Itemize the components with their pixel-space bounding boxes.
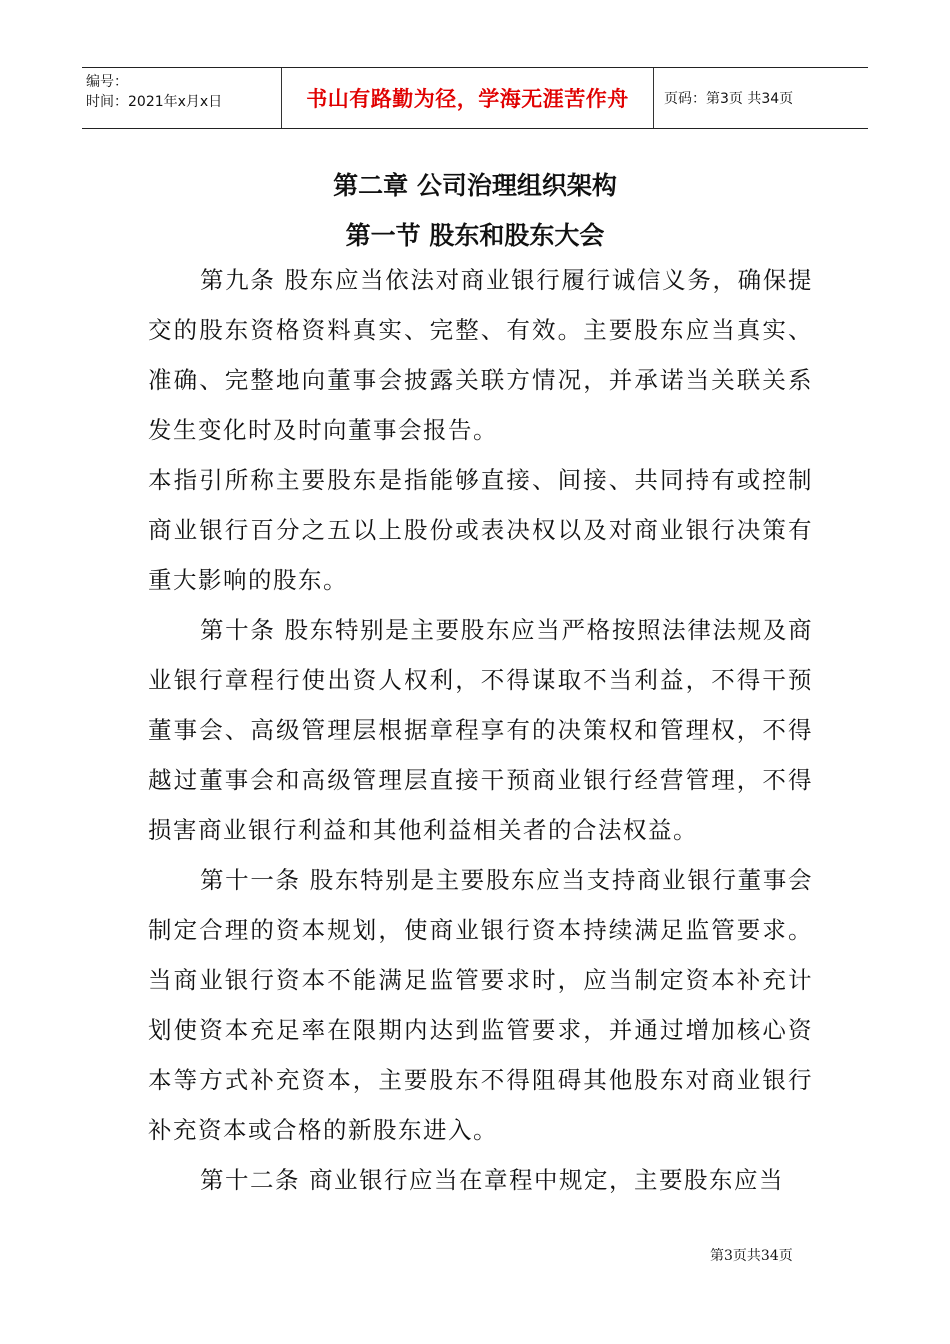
header-motto: 书山有路勤为径，学海无涯苦作舟 — [282, 68, 654, 128]
paragraph-article-9: 第九条 股东应当依法对商业银行履行诚信义务，确保提交的股东资格资料真实、完整、有效。主要股东应当真实、准确、完整地向董事会披露关联方情况，并承诺当关联关系发生变化时及时向董事会报告。 — [148, 266, 813, 444]
paragraph-main-shareholder-definition: 本指引所称主要股东是指能够直接、间接、共同持有或控制商业银行百分之五以上股份或表决权以及对商业银行决策有重大影响的股东。 — [148, 466, 813, 594]
header-page-label: 页码：第3页 共34页 — [664, 91, 794, 107]
header-meta — [82, 68, 282, 128]
paragraph-article-12: 第十二条 商业银行应当在章程中规定，主要股东应当 — [200, 1166, 784, 1194]
time-label: 时间：2021年x月x日 — [86, 94, 223, 110]
paragraph-article-11: 第十一条 股东特别是主要股东应当支持商业银行董事会制定合理的资本规划，使商业银行资本持续满足监管要求。当商业银行资本不能满足监管要求时，应当制定资本补充计划使资本充足率在限期内达到监管要求，并通过增加核心资本等方式补充资本，主要股东不得阻碍其他股东对商业银行补充资本或合格的新股东进入。 — [148, 866, 813, 1144]
chapter-title: 第二章 公司治理组织架构 — [333, 171, 617, 200]
document-header — [82, 67, 868, 129]
section-title: 第一节 股东和股东大会 — [345, 221, 605, 250]
paragraph-article-10: 第十条 股东特别是主要股东应当严格按照法律法规及商业银行章程行使出资人权利，不得谋取不当利益，不得干预董事会、高级管理层根据章程享有的决策权和管理权，不得越过董事会和高级管理层直接干预商业银行经营管理，不得损害商业银行利益和其他利益相关者的合法权益。 — [148, 616, 813, 844]
number-label: 编号： — [86, 74, 128, 90]
footer-page-number: 第3页共34页 — [710, 1248, 793, 1264]
